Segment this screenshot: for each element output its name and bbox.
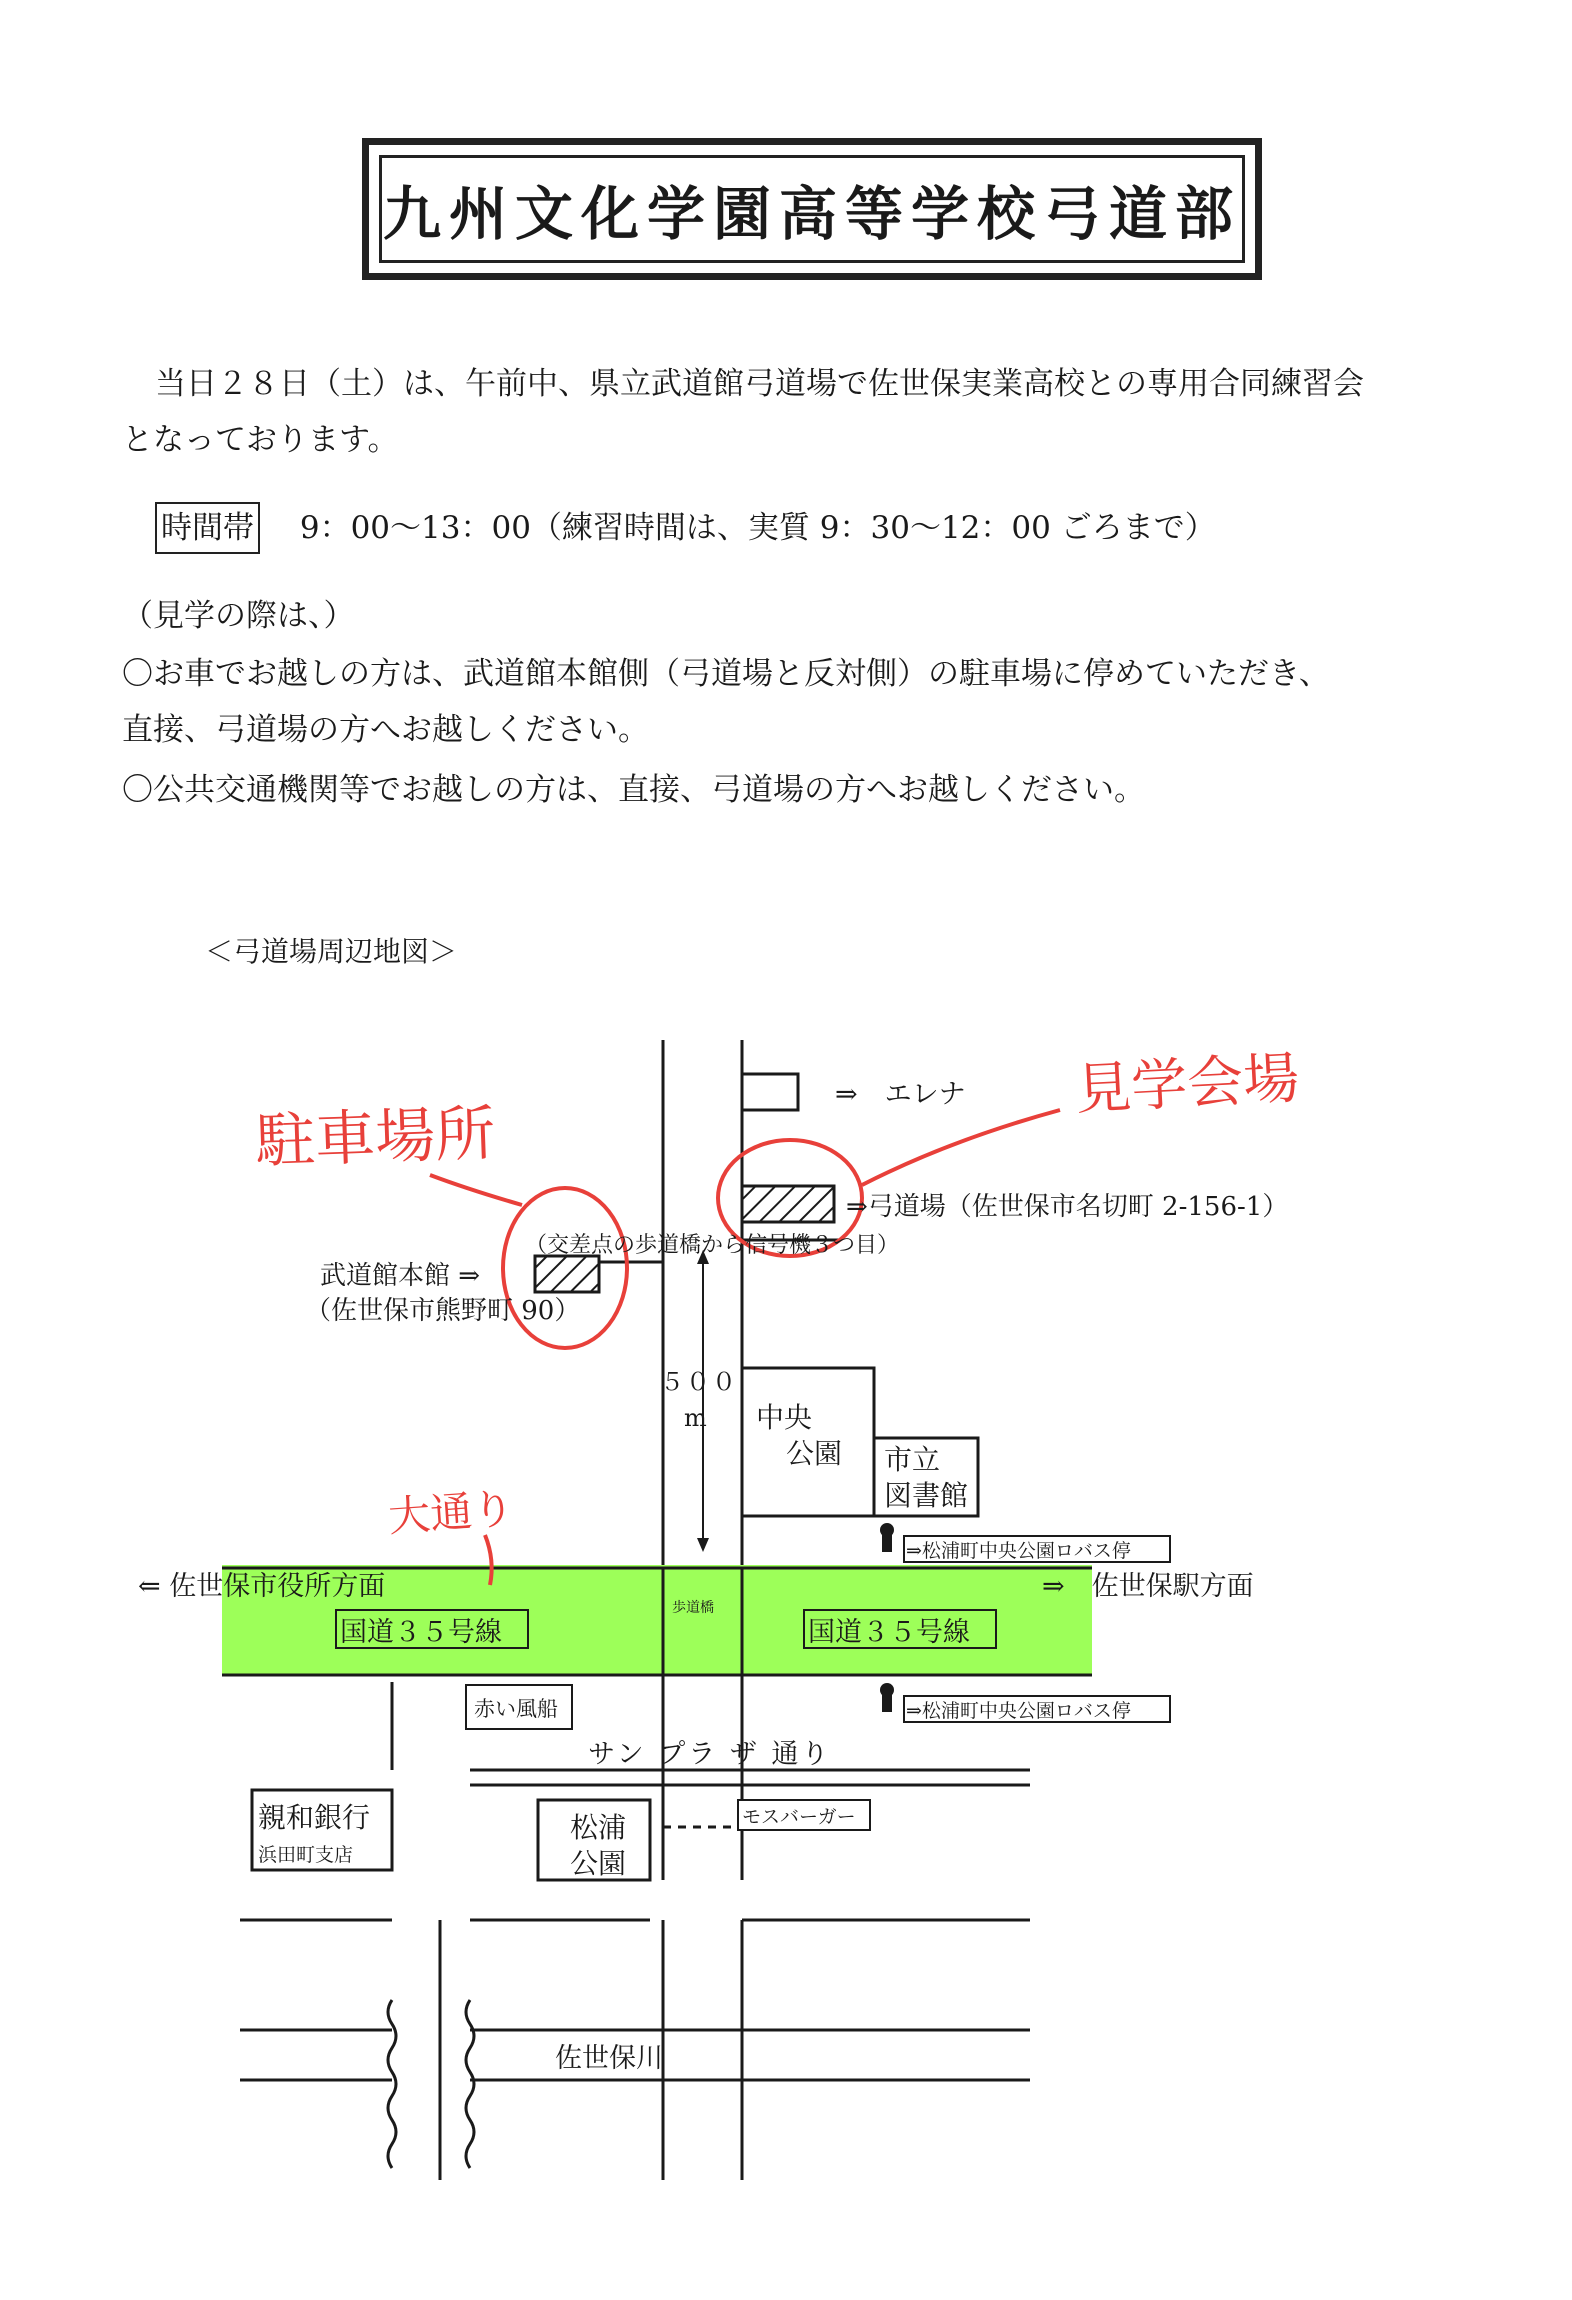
station-direction: ⇒ 佐世保駅方面 [1042,1571,1254,1602]
bus-stop-icon-2 [880,1683,894,1712]
budokan-label: 武道館本館 ⇒ [320,1261,481,1291]
central-park-label-1: 中央 [756,1401,813,1434]
visit-car-line-1: 〇お車でお越しの方は、武道館本館側（弓道場と反対側）の駐車場に停めていただき、 [122,656,1330,692]
river-bank-right [466,2000,474,2168]
route-label-left: 国道３５号線 [340,1617,502,1648]
river-label: 佐世保川 [555,2043,663,2074]
schedule-text: 9：00〜13：00（練習時間は、実質 9：30〜12：00 ごろまで） [299,510,1216,546]
viewing-venue-connector [862,1110,1060,1185]
city-hall-direction: ⇐ 佐世保市役所方面 [138,1571,386,1602]
budokan-address: （佐世保市熊野町 90） [305,1296,581,1326]
parking-annotation: 駐車場所 [254,1098,497,1178]
viewing-venue-annotation: 見学会場 [1073,1046,1301,1123]
visit-car-line-2: 直接、弓道場の方へお越しください。 [122,712,649,748]
shinwa-bank-label-2: 浜田町支店 [258,1844,354,1866]
central-park-label-2: 公園 [786,1437,843,1470]
parking-connector [430,1175,522,1205]
map-heading: ＜弓道場周辺地図＞ [205,935,458,968]
main-street-annotation: 大通り [386,1483,516,1542]
elena-building [742,1074,798,1110]
river-bank-left [388,2000,396,2168]
library-label-1: 市立 [884,1443,941,1476]
document-title: 九州文化学園高等学校弓道部 [382,180,1241,248]
visit-transit-line: 〇公共交通機関等でお越しの方は、直接、弓道場の方へお越しください。 [122,772,1145,808]
visit-heading: （見学の際は、） [122,598,355,634]
matsuura-park-label-2: 公園 [570,1847,627,1880]
budokan-building [535,1256,599,1292]
intro-line-1: 当日２８日（土）は、午前中、県立武道館弓道場で佐世保実業高校との専用合同練習会 [155,366,1364,402]
distance-label-1: ５００ [660,1368,738,1396]
kyudojo-label: ⇒弓道場（佐世保市名切町 2-156-1） [846,1192,1289,1222]
sunplaza-label: サン プラ ザ 通り [588,1739,832,1770]
crossing-note: （交差点の歩道橋から信号機３つ目） [525,1233,900,1258]
distance-label-2: m [684,1404,707,1432]
matsuura-park-label-1: 松浦 [570,1811,627,1844]
intro-line-2: となっております。 [122,422,399,458]
mos-burger-label: モスバーガー [742,1806,856,1828]
akai-fusen-label: 赤い風船 [474,1697,558,1721]
bus-stop-label-2: ⇒松浦町中央公園ロバス停 [906,1700,1131,1722]
schedule-label: 時間帯 [155,502,260,554]
footbridge-label: 歩道橋 [672,1600,714,1616]
elena-label: ⇒ エレナ [835,1079,966,1110]
shinwa-bank-label-1: 親和銀行 [258,1801,371,1834]
library-label-2: 図書館 [884,1479,969,1512]
bus-stop-icon-1 [880,1523,894,1552]
route-label-right: 国道３５号線 [808,1617,970,1648]
kyudojo-building [742,1186,834,1222]
bus-stop-label-1: ⇒松浦町中央公園ロバス停 [906,1540,1131,1562]
